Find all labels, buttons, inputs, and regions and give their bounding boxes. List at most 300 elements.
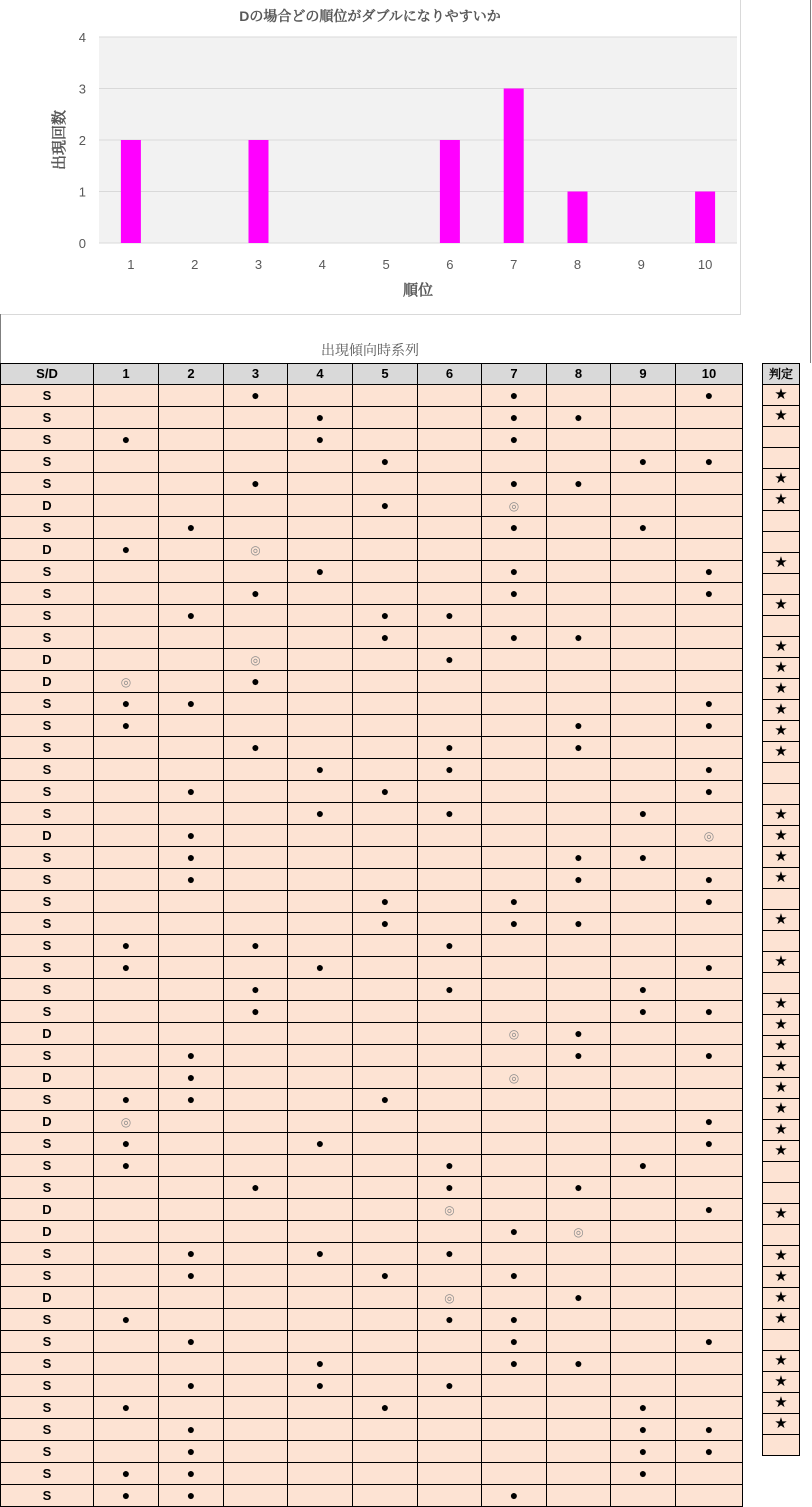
cell-rank-9 bbox=[611, 429, 676, 451]
cell-rank-4 bbox=[288, 1155, 353, 1177]
star-mark: ★ bbox=[774, 596, 788, 613]
star-mark: ★ bbox=[774, 659, 788, 676]
cell-rank-8 bbox=[547, 1419, 611, 1441]
header-rank-1: 1 bbox=[94, 364, 159, 385]
dot-mark: ● bbox=[509, 409, 519, 425]
cell-rank-5 bbox=[353, 539, 418, 561]
cell-rank-9 bbox=[611, 407, 676, 429]
star-mark: ★ bbox=[774, 470, 788, 487]
cell-rank-10 bbox=[676, 385, 743, 407]
y-tick-label: 0 bbox=[78, 236, 86, 251]
cell-rank-8 bbox=[547, 407, 611, 429]
cell-rank-9 bbox=[611, 583, 676, 605]
cell-rank-4 bbox=[288, 913, 353, 935]
dot-mark: ● bbox=[638, 1443, 648, 1459]
dot-mark: ● bbox=[315, 761, 325, 777]
cell-rank-2 bbox=[159, 891, 224, 913]
judge-cell bbox=[763, 469, 800, 490]
star-mark: ★ bbox=[774, 1079, 788, 1096]
dot-mark: ● bbox=[315, 1355, 325, 1371]
dot-mark: ● bbox=[186, 519, 196, 535]
judge-row bbox=[763, 1015, 800, 1036]
cell-rank-1 bbox=[94, 891, 159, 913]
cell-rank-7 bbox=[482, 1485, 547, 1507]
cell-rank-5 bbox=[353, 891, 418, 913]
cell-rank-3 bbox=[224, 935, 288, 957]
dot-mark: ● bbox=[704, 1201, 714, 1217]
sd-cell: S bbox=[1, 847, 94, 869]
cell-rank-4 bbox=[288, 1397, 353, 1419]
cell-rank-2 bbox=[159, 1111, 224, 1133]
cell-rank-7 bbox=[482, 1199, 547, 1221]
cell-rank-2 bbox=[159, 561, 224, 583]
dot-mark: ● bbox=[574, 1179, 583, 1195]
dot-mark: ● bbox=[315, 1135, 325, 1151]
x-tick-label: 10 bbox=[697, 257, 713, 272]
cell-rank-1 bbox=[94, 517, 159, 539]
judge-cell bbox=[763, 994, 800, 1015]
table-header-row bbox=[1, 364, 743, 385]
cell-rank-5 bbox=[353, 1353, 418, 1375]
sd-cell: S bbox=[1, 957, 94, 979]
cell-rank-8 bbox=[547, 803, 611, 825]
star-mark: ★ bbox=[774, 491, 788, 508]
cell-rank-6 bbox=[418, 1001, 482, 1023]
table-row bbox=[1, 1375, 743, 1397]
judge-row bbox=[763, 658, 800, 679]
cell-rank-4 bbox=[288, 1287, 353, 1309]
table-row bbox=[1, 1441, 743, 1463]
cell-rank-4 bbox=[288, 693, 353, 715]
cell-rank-1 bbox=[94, 1353, 159, 1375]
judge-row bbox=[763, 1183, 800, 1204]
table-row bbox=[1, 1067, 743, 1089]
cell-rank-8 bbox=[547, 1155, 611, 1177]
sd-cell: D bbox=[1, 495, 94, 517]
cell-rank-4 bbox=[288, 583, 353, 605]
dot-mark: ● bbox=[186, 607, 196, 623]
cell-rank-4 bbox=[288, 1441, 353, 1463]
cell-rank-4 bbox=[288, 407, 353, 429]
dot-mark: ● bbox=[186, 1377, 196, 1393]
cell-rank-8 bbox=[547, 671, 611, 693]
x-tick-label: 9 bbox=[637, 257, 645, 272]
cell-rank-9 bbox=[611, 891, 676, 913]
cell-rank-3 bbox=[224, 693, 288, 715]
cell-rank-6 bbox=[418, 803, 482, 825]
cell-rank-2 bbox=[159, 1177, 224, 1199]
cell-rank-7 bbox=[482, 627, 547, 649]
dot-mark: ● bbox=[574, 409, 583, 425]
cell-rank-6 bbox=[418, 957, 482, 979]
cell-rank-5 bbox=[353, 1309, 418, 1331]
cell-rank-1 bbox=[94, 957, 159, 979]
star-mark: ★ bbox=[774, 1247, 788, 1264]
judge-row bbox=[763, 994, 800, 1015]
cell-rank-3 bbox=[224, 891, 288, 913]
cell-rank-4 bbox=[288, 1463, 353, 1485]
cell-rank-4 bbox=[288, 1353, 353, 1375]
cell-rank-7 bbox=[482, 1265, 547, 1287]
cell-rank-9 bbox=[611, 539, 676, 561]
cell-rank-1 bbox=[94, 1089, 159, 1111]
dot-mark: ● bbox=[380, 893, 390, 909]
sd-cell: S bbox=[1, 759, 94, 781]
cell-rank-3 bbox=[224, 407, 288, 429]
cell-rank-1 bbox=[94, 495, 159, 517]
judge-cell bbox=[763, 868, 800, 889]
dot-mark: ● bbox=[509, 629, 519, 645]
cell-rank-9 bbox=[611, 869, 676, 891]
cell-rank-2 bbox=[159, 957, 224, 979]
sd-cell: S bbox=[1, 979, 94, 1001]
judge-row bbox=[763, 952, 800, 973]
sd-cell: S bbox=[1, 473, 94, 495]
judge-row bbox=[763, 889, 800, 910]
cell-rank-3 bbox=[224, 1133, 288, 1155]
cell-rank-8 bbox=[547, 649, 611, 671]
cell-rank-3 bbox=[224, 1485, 288, 1507]
cell-rank-6 bbox=[418, 913, 482, 935]
cell-rank-1 bbox=[94, 561, 159, 583]
dot-mark: ● bbox=[509, 387, 519, 403]
cell-rank-3 bbox=[224, 473, 288, 495]
dot-mark: ● bbox=[509, 893, 519, 909]
sd-cell: D bbox=[1, 1221, 94, 1243]
cell-rank-5 bbox=[353, 737, 418, 759]
cell-rank-4 bbox=[288, 957, 353, 979]
cell-rank-6 bbox=[418, 737, 482, 759]
judge-row bbox=[763, 427, 800, 448]
cell-rank-10 bbox=[676, 957, 743, 979]
cell-rank-9 bbox=[611, 1287, 676, 1309]
star-mark: ★ bbox=[774, 806, 788, 823]
cell-rank-3 bbox=[224, 803, 288, 825]
cell-rank-7 bbox=[482, 1287, 547, 1309]
dot-mark: ● bbox=[704, 1443, 714, 1459]
cell-rank-9 bbox=[611, 473, 676, 495]
cell-rank-4 bbox=[288, 935, 353, 957]
judge-cell bbox=[763, 700, 800, 721]
judge-row bbox=[763, 1099, 800, 1120]
cell-rank-1 bbox=[94, 1067, 159, 1089]
judge-cell bbox=[763, 1267, 800, 1288]
cell-rank-10 bbox=[676, 1001, 743, 1023]
dot-mark: ● bbox=[574, 717, 583, 733]
dot-mark: ● bbox=[704, 871, 714, 887]
star-mark: ★ bbox=[774, 701, 788, 718]
table-row bbox=[1, 627, 743, 649]
cell-rank-6 bbox=[418, 517, 482, 539]
x-tick-label: 8 bbox=[573, 257, 582, 272]
sd-cell: S bbox=[1, 605, 94, 627]
judge-cell bbox=[763, 1309, 800, 1330]
cell-rank-1 bbox=[94, 1133, 159, 1155]
cell-rank-9 bbox=[611, 1309, 676, 1331]
dot-mark: ● bbox=[704, 1047, 714, 1063]
cell-rank-6 bbox=[418, 1199, 482, 1221]
x-tick-label: 3 bbox=[254, 257, 263, 272]
cell-rank-8 bbox=[547, 1353, 611, 1375]
sd-cell: S bbox=[1, 561, 94, 583]
sd-cell: S bbox=[1, 1463, 94, 1485]
cell-rank-7 bbox=[482, 671, 547, 693]
cell-rank-6 bbox=[418, 1441, 482, 1463]
cell-rank-10 bbox=[676, 1199, 743, 1221]
cell-rank-3 bbox=[224, 1045, 288, 1067]
cell-rank-9 bbox=[611, 1133, 676, 1155]
sd-cell: S bbox=[1, 1001, 94, 1023]
dot-mark: ● bbox=[574, 629, 583, 645]
cell-rank-6 bbox=[418, 1089, 482, 1111]
dot-mark: ● bbox=[704, 959, 714, 975]
cell-rank-8 bbox=[547, 451, 611, 473]
cell-rank-8 bbox=[547, 583, 611, 605]
judge-cell bbox=[763, 490, 800, 511]
cell-rank-10 bbox=[676, 825, 743, 847]
cell-rank-4 bbox=[288, 847, 353, 869]
cell-rank-2 bbox=[159, 803, 224, 825]
table-row bbox=[1, 583, 743, 605]
judge-cell bbox=[763, 595, 800, 616]
double-mark: ◎ bbox=[508, 498, 520, 513]
double-mark: ◎ bbox=[250, 652, 261, 667]
dot-mark: ● bbox=[638, 453, 648, 469]
cell-rank-3 bbox=[224, 451, 288, 473]
cell-rank-1 bbox=[94, 1001, 159, 1023]
y-tick-label: 2 bbox=[78, 133, 86, 148]
cell-rank-8 bbox=[547, 715, 611, 737]
cell-rank-6 bbox=[418, 1067, 482, 1089]
judge-cell bbox=[763, 1435, 800, 1456]
cell-rank-3 bbox=[224, 1067, 288, 1089]
header-rank-10: 10 bbox=[676, 364, 743, 385]
judge-row bbox=[763, 490, 800, 511]
judge-row bbox=[763, 1036, 800, 1057]
cell-rank-5 bbox=[353, 1045, 418, 1067]
dot-mark: ● bbox=[638, 1003, 648, 1019]
dot-mark: ● bbox=[509, 1487, 519, 1503]
table-row bbox=[1, 1287, 743, 1309]
cell-rank-10 bbox=[676, 1463, 743, 1485]
cell-rank-9 bbox=[611, 1067, 676, 1089]
cell-rank-2 bbox=[159, 715, 224, 737]
bar-10 bbox=[695, 192, 715, 244]
cell-rank-4 bbox=[288, 979, 353, 1001]
table-row bbox=[1, 1177, 743, 1199]
table-row bbox=[1, 1133, 743, 1155]
judge-row bbox=[763, 616, 800, 637]
cell-rank-2 bbox=[159, 847, 224, 869]
cell-rank-8 bbox=[547, 1243, 611, 1265]
judge-row bbox=[763, 532, 800, 553]
cell-rank-9 bbox=[611, 935, 676, 957]
cell-rank-9 bbox=[611, 1419, 676, 1441]
cell-rank-1 bbox=[94, 737, 159, 759]
cell-rank-9 bbox=[611, 1155, 676, 1177]
judge-row bbox=[763, 574, 800, 595]
header-rank-4: 4 bbox=[288, 364, 353, 385]
cell-rank-3 bbox=[224, 649, 288, 671]
cell-rank-6 bbox=[418, 671, 482, 693]
dot-mark: ● bbox=[186, 849, 196, 865]
cell-rank-9 bbox=[611, 605, 676, 627]
dot-mark: ● bbox=[704, 1333, 714, 1349]
judge-cell bbox=[763, 763, 800, 784]
cell-rank-4 bbox=[288, 1177, 353, 1199]
cell-rank-10 bbox=[676, 583, 743, 605]
cell-rank-2 bbox=[159, 1287, 224, 1309]
cell-rank-7 bbox=[482, 1089, 547, 1111]
star-mark: ★ bbox=[774, 1373, 788, 1390]
cell-rank-2 bbox=[159, 1199, 224, 1221]
cell-rank-1 bbox=[94, 649, 159, 671]
cell-rank-10 bbox=[676, 561, 743, 583]
cell-rank-2 bbox=[159, 429, 224, 451]
judge-cell bbox=[763, 1204, 800, 1225]
judge-row bbox=[763, 700, 800, 721]
cell-rank-3 bbox=[224, 1441, 288, 1463]
cell-rank-2 bbox=[159, 759, 224, 781]
cell-rank-6 bbox=[418, 935, 482, 957]
dot-mark: ● bbox=[509, 915, 519, 931]
cell-rank-10 bbox=[676, 715, 743, 737]
dot-mark: ● bbox=[574, 475, 583, 491]
judge-cell bbox=[763, 1141, 800, 1162]
judge-cell bbox=[763, 1393, 800, 1414]
dot-mark: ● bbox=[121, 541, 131, 557]
dot-mark: ● bbox=[186, 1487, 196, 1503]
cell-rank-1 bbox=[94, 715, 159, 737]
star-mark: ★ bbox=[774, 995, 788, 1012]
sd-cell: D bbox=[1, 1023, 94, 1045]
cell-rank-9 bbox=[611, 627, 676, 649]
cell-rank-3 bbox=[224, 627, 288, 649]
cell-rank-8 bbox=[547, 539, 611, 561]
table-row bbox=[1, 1199, 743, 1221]
table-row bbox=[1, 451, 743, 473]
cell-rank-5 bbox=[353, 1001, 418, 1023]
cell-rank-9 bbox=[611, 781, 676, 803]
dot-mark: ● bbox=[574, 871, 583, 887]
cell-rank-5 bbox=[353, 473, 418, 495]
table-row bbox=[1, 957, 743, 979]
y-tick-label: 4 bbox=[78, 30, 86, 45]
judge-cell bbox=[763, 1120, 800, 1141]
cell-rank-1 bbox=[94, 1177, 159, 1199]
cell-rank-5 bbox=[353, 605, 418, 627]
cell-rank-8 bbox=[547, 1111, 611, 1133]
cell-rank-5 bbox=[353, 1089, 418, 1111]
cell-rank-10 bbox=[676, 891, 743, 913]
cell-rank-9 bbox=[611, 1111, 676, 1133]
cell-rank-8 bbox=[547, 473, 611, 495]
dot-mark: ● bbox=[251, 1003, 260, 1019]
cell-rank-2 bbox=[159, 451, 224, 473]
sd-cell: S bbox=[1, 935, 94, 957]
double-mark: ◎ bbox=[444, 1202, 455, 1217]
table-row bbox=[1, 759, 743, 781]
cell-rank-7 bbox=[482, 1001, 547, 1023]
dot-mark: ● bbox=[315, 1377, 325, 1393]
cell-rank-10 bbox=[676, 1441, 743, 1463]
cell-rank-1 bbox=[94, 539, 159, 561]
cell-rank-3 bbox=[224, 957, 288, 979]
cell-rank-1 bbox=[94, 429, 159, 451]
sd-cell: D bbox=[1, 1287, 94, 1309]
table-row bbox=[1, 539, 743, 561]
star-mark: ★ bbox=[774, 680, 788, 697]
dot-mark: ● bbox=[186, 695, 196, 711]
table-row bbox=[1, 737, 743, 759]
cell-rank-10 bbox=[676, 1023, 743, 1045]
cell-rank-2 bbox=[159, 737, 224, 759]
cell-rank-2 bbox=[159, 649, 224, 671]
cell-rank-9 bbox=[611, 495, 676, 517]
y-tick-label: 3 bbox=[78, 81, 86, 97]
table-row bbox=[1, 781, 743, 803]
cell-rank-2 bbox=[159, 825, 224, 847]
cell-rank-5 bbox=[353, 803, 418, 825]
cell-rank-10 bbox=[676, 671, 743, 693]
cell-rank-5 bbox=[353, 649, 418, 671]
dot-mark: ● bbox=[638, 1157, 648, 1173]
judge-cell bbox=[763, 1351, 800, 1372]
x-tick-label: 1 bbox=[127, 257, 135, 272]
cell-rank-7 bbox=[482, 1309, 547, 1331]
cell-rank-5 bbox=[353, 1375, 418, 1397]
cell-rank-1 bbox=[94, 1111, 159, 1133]
cell-rank-2 bbox=[159, 407, 224, 429]
cell-rank-4 bbox=[288, 671, 353, 693]
cell-rank-3 bbox=[224, 605, 288, 627]
table-row bbox=[1, 1221, 743, 1243]
cell-rank-7 bbox=[482, 825, 547, 847]
cell-rank-10 bbox=[676, 473, 743, 495]
sd-cell: D bbox=[1, 649, 94, 671]
sd-cell: S bbox=[1, 1243, 94, 1265]
judge-row bbox=[763, 1141, 800, 1162]
star-mark: ★ bbox=[774, 827, 788, 844]
cell-rank-1 bbox=[94, 1441, 159, 1463]
cell-rank-10 bbox=[676, 429, 743, 451]
sd-cell: D bbox=[1, 539, 94, 561]
star-mark: ★ bbox=[774, 1016, 788, 1033]
dot-mark: ● bbox=[704, 585, 714, 601]
judge-row bbox=[763, 931, 800, 952]
star-mark: ★ bbox=[774, 1289, 788, 1306]
cell-rank-3 bbox=[224, 979, 288, 1001]
cell-rank-8 bbox=[547, 627, 611, 649]
judge-row bbox=[763, 679, 800, 700]
cell-rank-1 bbox=[94, 1243, 159, 1265]
dot-mark: ● bbox=[704, 1135, 714, 1151]
judge-cell bbox=[763, 1057, 800, 1078]
cell-rank-6 bbox=[418, 1111, 482, 1133]
header-rank-3: 3 bbox=[224, 364, 288, 385]
table-row bbox=[1, 1155, 743, 1177]
judge-row bbox=[763, 973, 800, 994]
sd-cell: S bbox=[1, 869, 94, 891]
header-rank-9: 9 bbox=[611, 364, 676, 385]
cell-rank-6 bbox=[418, 407, 482, 429]
cell-rank-7 bbox=[482, 1375, 547, 1397]
cell-rank-1 bbox=[94, 693, 159, 715]
dot-mark: ● bbox=[251, 739, 260, 755]
cell-rank-3 bbox=[224, 385, 288, 407]
judge-row bbox=[763, 469, 800, 490]
cell-rank-4 bbox=[288, 781, 353, 803]
